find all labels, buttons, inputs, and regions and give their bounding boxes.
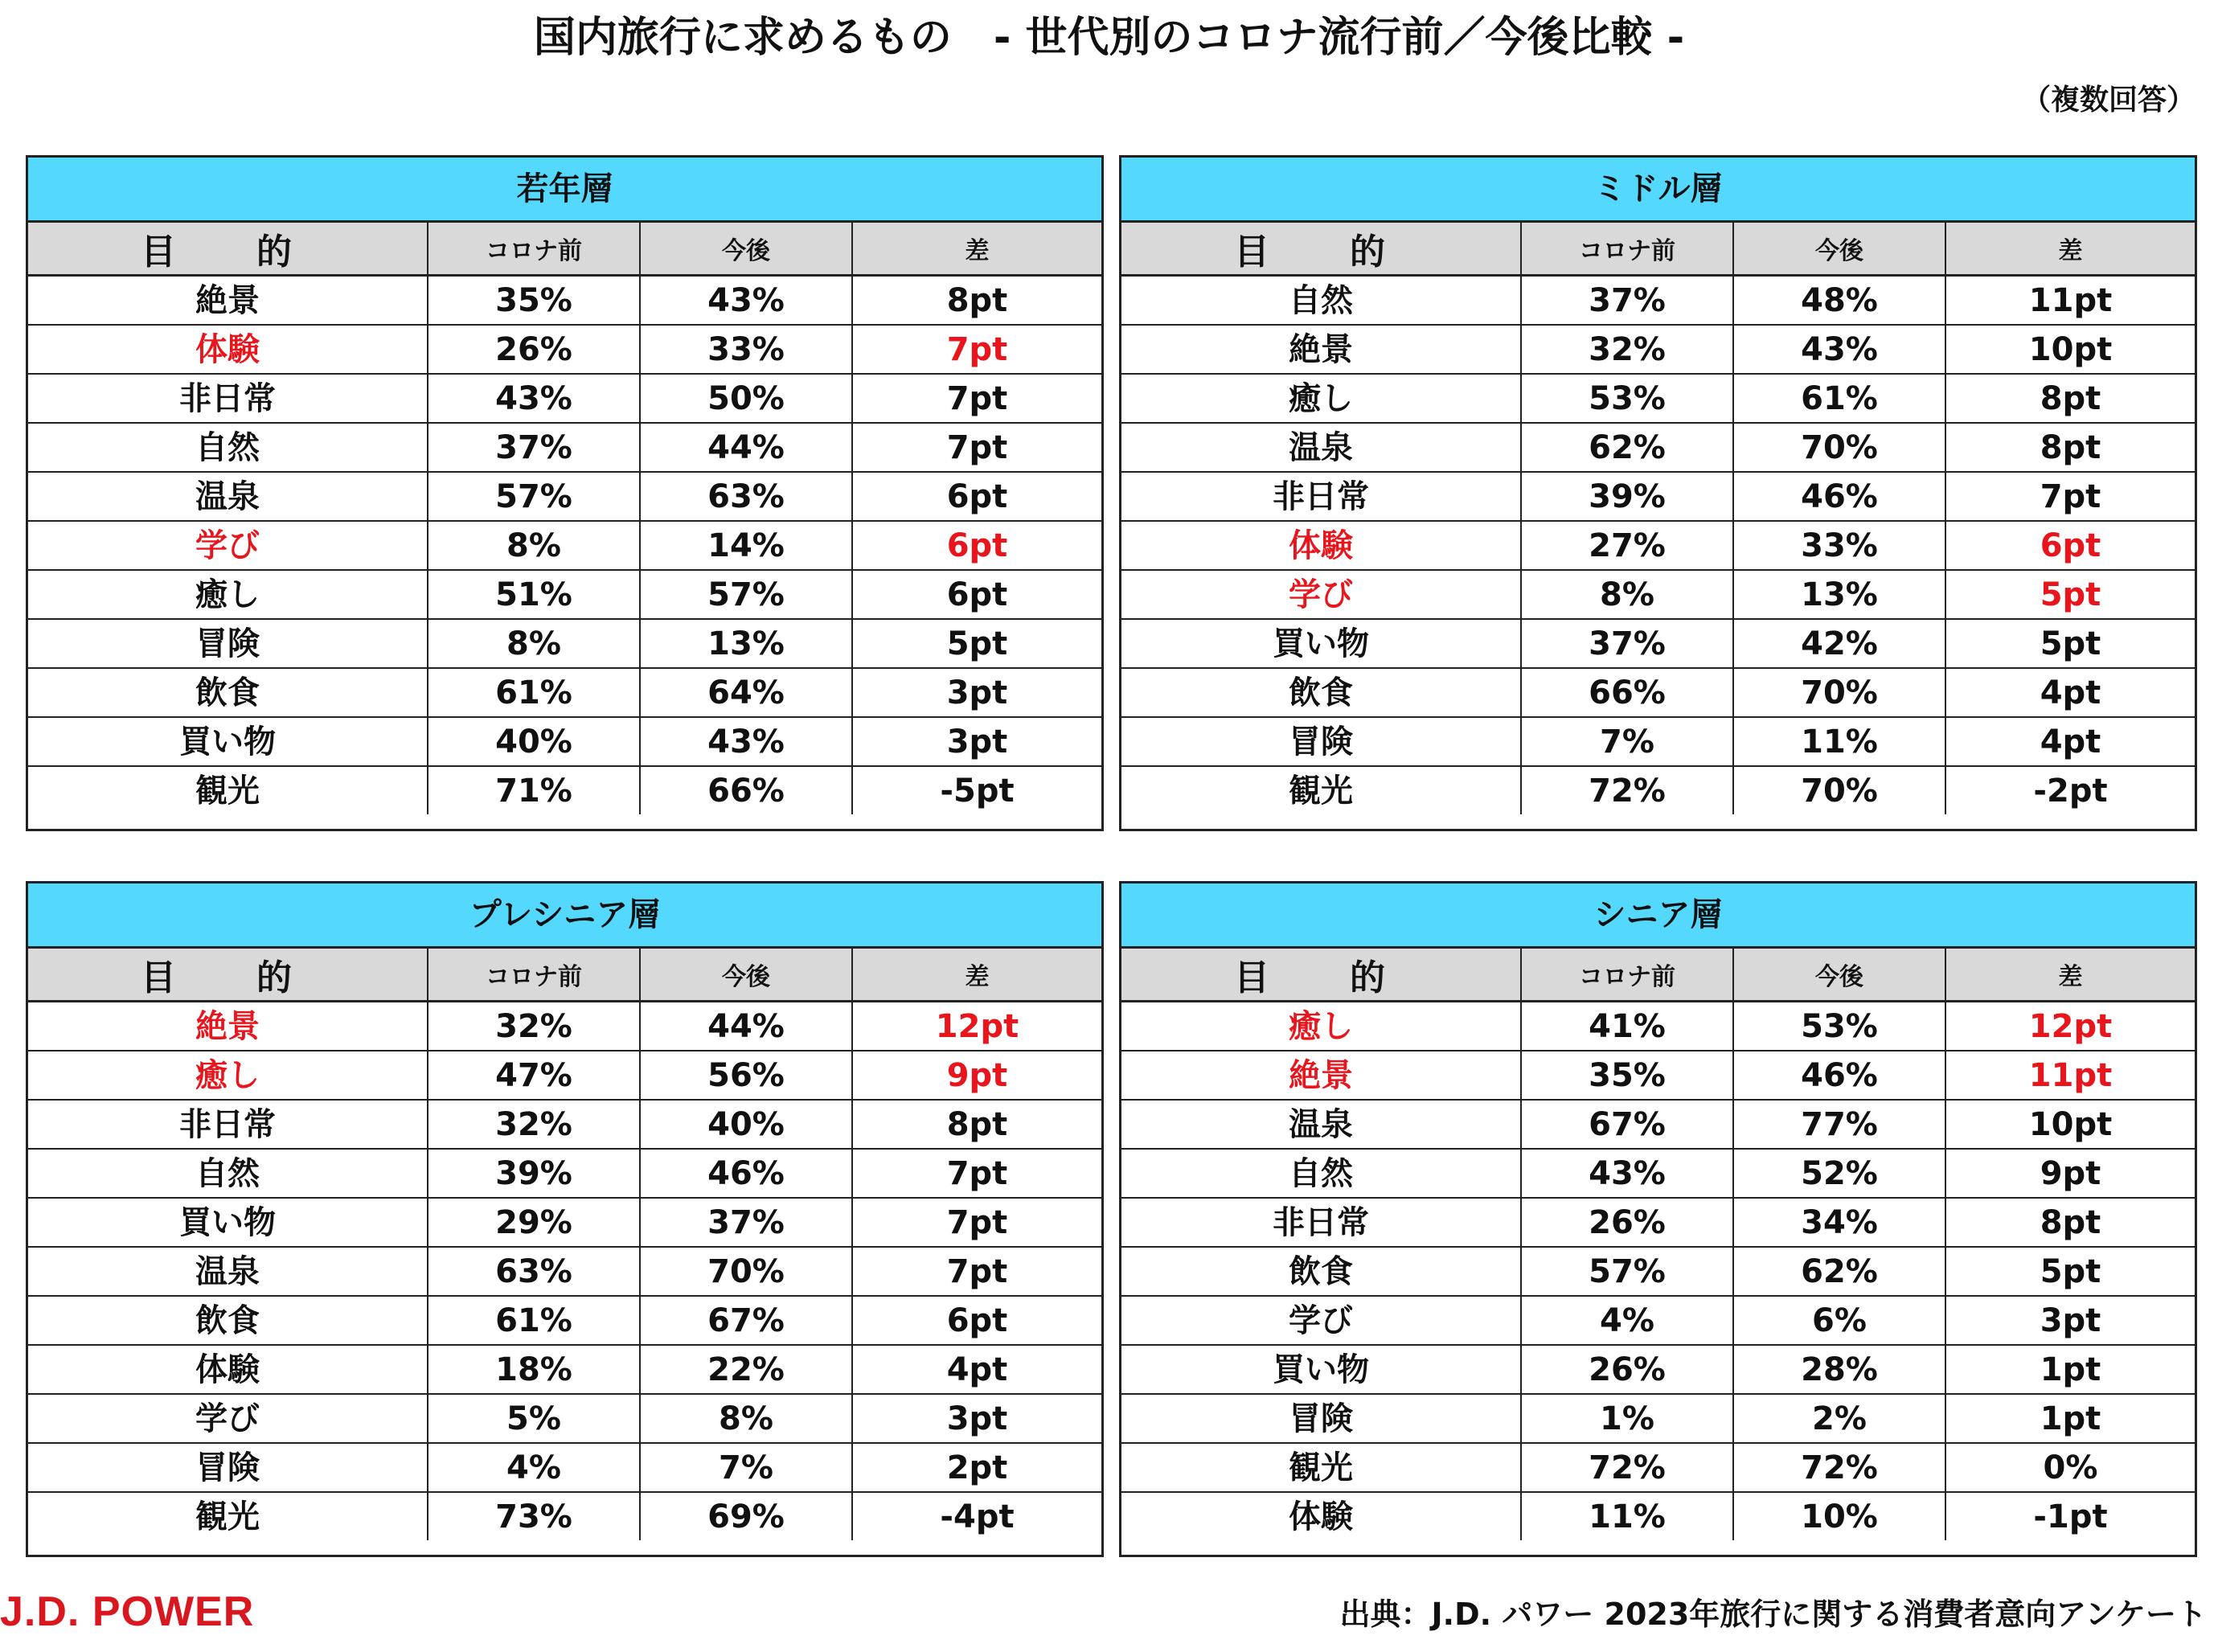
after-value-cell: 43%	[640, 276, 852, 326]
diff-value-cell: 8pt	[1945, 1198, 2195, 1247]
table-row	[28, 374, 1101, 423]
purpose-cell: 学び	[1121, 570, 1521, 619]
after-value-cell: 70%	[1733, 668, 1945, 717]
table-row	[1121, 1492, 2195, 1540]
before-value-cell: 4%	[1521, 1296, 1733, 1345]
purpose-cell: 冒険	[28, 1443, 428, 1492]
purpose-cell: 冒険	[1121, 1394, 1521, 1443]
before-value-cell: 63%	[428, 1247, 640, 1296]
after-value-cell: 48%	[1733, 276, 1945, 326]
diff-value-cell: 8pt	[852, 276, 1101, 326]
diff-value-cell: 9pt	[852, 1051, 1101, 1100]
before-value-cell: 71%	[428, 766, 640, 814]
diff-column-header: 差	[1945, 949, 2195, 1002]
source-credit: 出典：J.D. パワー 2023年旅行に関する消費者意向アンケート	[1339, 1597, 2207, 1632]
before-value-cell: 29%	[428, 1198, 640, 1247]
purpose-cell: 買い物	[1121, 1345, 1521, 1394]
diff-value-cell: 6pt	[852, 521, 1101, 570]
diff-value-cell: -2pt	[1945, 766, 2195, 814]
before-value-cell: 35%	[1521, 1051, 1733, 1100]
diff-value-cell: 7pt	[852, 374, 1101, 423]
diff-value-cell: 5pt	[1945, 1247, 2195, 1296]
diff-value-cell: 7pt	[852, 1198, 1101, 1247]
before-value-cell: 61%	[428, 668, 640, 717]
purpose-cell: 学び	[1121, 1296, 1521, 1345]
after-value-cell: 8%	[640, 1394, 852, 1443]
table-row	[1121, 1198, 2195, 1247]
after-value-cell: 70%	[1733, 423, 1945, 472]
table-row	[1121, 1296, 2195, 1345]
after-value-cell: 63%	[640, 472, 852, 521]
segment-panel-pre-senior	[26, 881, 1104, 1557]
table-row	[1121, 1443, 2195, 1492]
after-value-cell: 70%	[1733, 766, 1945, 814]
segment-table	[1121, 949, 2195, 1540]
segment-table	[28, 223, 1101, 814]
purpose-cell: 自然	[1121, 276, 1521, 326]
after-value-cell: 72%	[1733, 1443, 1945, 1492]
purpose-cell: 非日常	[28, 1100, 428, 1149]
diff-value-cell: 8pt	[1945, 374, 2195, 423]
before-value-cell: 53%	[1521, 374, 1733, 423]
after-value-cell: 46%	[1733, 1051, 1945, 1100]
diff-value-cell: 6pt	[852, 1296, 1101, 1345]
before-value-cell: 57%	[428, 472, 640, 521]
segment-table	[1121, 223, 2195, 814]
purpose-cell: 絶景	[28, 276, 428, 326]
after-value-cell: 22%	[640, 1345, 852, 1394]
purpose-cell: 学び	[28, 521, 428, 570]
diff-value-cell: 3pt	[852, 1394, 1101, 1443]
purpose-cell: 観光	[1121, 766, 1521, 814]
after-value-cell: 40%	[640, 1100, 852, 1149]
jd-power-logo: J.D. POWER	[0, 1588, 255, 1635]
table-row	[1121, 1394, 2195, 1443]
before-value-cell: 47%	[428, 1051, 640, 1100]
column-header-row	[1121, 949, 2195, 1002]
diff-value-cell: 6pt	[852, 570, 1101, 619]
diff-column-header: 差	[852, 949, 1101, 1002]
after-value-cell: 43%	[1733, 325, 1945, 374]
after-value-cell: 42%	[1733, 619, 1945, 668]
table-row	[28, 570, 1101, 619]
diff-value-cell: -1pt	[1945, 1492, 2195, 1540]
before-value-cell: 32%	[1521, 325, 1733, 374]
before-value-cell: 26%	[428, 325, 640, 374]
diff-value-cell: 9pt	[1945, 1149, 2195, 1198]
before-value-cell: 67%	[1521, 1100, 1733, 1149]
diff-value-cell: 0%	[1945, 1443, 2195, 1492]
column-header-row	[1121, 223, 2195, 276]
before-value-cell: 32%	[428, 1002, 640, 1051]
purpose-cell: 癒し	[1121, 374, 1521, 423]
before-value-cell: 73%	[428, 1492, 640, 1540]
before-value-cell: 41%	[1521, 1002, 1733, 1051]
before-column-header: コロナ前	[1521, 949, 1733, 1002]
table-row	[28, 1394, 1101, 1443]
purpose-column-header: 目 的	[1121, 223, 1521, 276]
before-value-cell: 8%	[1521, 570, 1733, 619]
segment-title: シニア層	[1121, 883, 2195, 949]
after-value-cell: 14%	[640, 521, 852, 570]
table-row	[1121, 423, 2195, 472]
purpose-cell: 観光	[1121, 1443, 1521, 1492]
diff-value-cell: 4pt	[852, 1345, 1101, 1394]
before-value-cell: 8%	[428, 619, 640, 668]
purpose-cell: 観光	[28, 766, 428, 814]
before-column-header: コロナ前	[1521, 223, 1733, 276]
diff-value-cell: 3pt	[852, 717, 1101, 766]
after-value-cell: 46%	[1733, 472, 1945, 521]
table-row	[1121, 1247, 2195, 1296]
before-value-cell: 35%	[428, 276, 640, 326]
column-header-row	[28, 949, 1101, 1002]
before-value-cell: 5%	[428, 1394, 640, 1443]
before-column-header: コロナ前	[428, 949, 640, 1002]
diff-value-cell: 3pt	[852, 668, 1101, 717]
diff-value-cell: 7pt	[1945, 472, 2195, 521]
table-row	[28, 1051, 1101, 1100]
before-value-cell: 26%	[1521, 1198, 1733, 1247]
before-value-cell: 39%	[1521, 472, 1733, 521]
after-value-cell: 13%	[1733, 570, 1945, 619]
after-value-cell: 28%	[1733, 1345, 1945, 1394]
purpose-cell: 絶景	[28, 1002, 428, 1051]
before-value-cell: 32%	[428, 1100, 640, 1149]
table-row	[1121, 325, 2195, 374]
table-row	[1121, 766, 2195, 814]
diff-value-cell: 6pt	[852, 472, 1101, 521]
purpose-cell: 温泉	[1121, 1100, 1521, 1149]
table-row	[28, 1100, 1101, 1149]
table-row	[28, 325, 1101, 374]
table-row	[28, 1198, 1101, 1247]
before-value-cell: 37%	[1521, 619, 1733, 668]
after-value-cell: 77%	[1733, 1100, 1945, 1149]
after-value-cell: 66%	[640, 766, 852, 814]
purpose-column-header: 目 的	[28, 223, 428, 276]
before-value-cell: 51%	[428, 570, 640, 619]
after-column-header: 今後	[1733, 949, 1945, 1002]
diff-value-cell: 7pt	[852, 423, 1101, 472]
after-value-cell: 34%	[1733, 1198, 1945, 1247]
purpose-cell: 自然	[28, 423, 428, 472]
table-row	[28, 1443, 1101, 1492]
diff-value-cell: 4pt	[1945, 668, 2195, 717]
diff-value-cell: 1pt	[1945, 1345, 2195, 1394]
after-column-header: 今後	[640, 223, 852, 276]
before-value-cell: 1%	[1521, 1394, 1733, 1443]
diff-value-cell: 5pt	[1945, 619, 2195, 668]
column-header-row	[28, 223, 1101, 276]
table-row	[1121, 619, 2195, 668]
after-value-cell: 67%	[640, 1296, 852, 1345]
segment-table-body	[1121, 276, 2195, 815]
before-value-cell: 66%	[1521, 668, 1733, 717]
table-row	[1121, 717, 2195, 766]
segment-panel-young	[26, 155, 1104, 831]
purpose-cell: 飲食	[1121, 668, 1521, 717]
after-column-header: 今後	[1733, 223, 1945, 276]
purpose-cell: 絶景	[1121, 325, 1521, 374]
before-value-cell: 37%	[1521, 276, 1733, 326]
diff-value-cell: 3pt	[1945, 1296, 2195, 1345]
table-row	[28, 1296, 1101, 1345]
purpose-cell: 非日常	[1121, 472, 1521, 521]
table-row	[1121, 1002, 2195, 1051]
after-value-cell: 50%	[640, 374, 852, 423]
purpose-cell: 非日常	[1121, 1198, 1521, 1247]
table-row	[28, 521, 1101, 570]
diff-value-cell: 7pt	[852, 1149, 1101, 1198]
diff-column-header: 差	[1945, 223, 2195, 276]
after-value-cell: 11%	[1733, 717, 1945, 766]
purpose-cell: 絶景	[1121, 1051, 1521, 1100]
table-row	[28, 619, 1101, 668]
diff-value-cell: 2pt	[852, 1443, 1101, 1492]
table-row	[1121, 1051, 2195, 1100]
segment-table-body	[28, 276, 1101, 815]
before-value-cell: 72%	[1521, 766, 1733, 814]
purpose-cell: 買い物	[28, 717, 428, 766]
after-value-cell: 53%	[1733, 1002, 1945, 1051]
purpose-cell: 飲食	[28, 1296, 428, 1345]
table-row	[28, 472, 1101, 521]
before-value-cell: 37%	[428, 423, 640, 472]
table-row	[1121, 1345, 2195, 1394]
table-row	[28, 766, 1101, 814]
diff-value-cell: 8pt	[1945, 423, 2195, 472]
segment-table-body	[1121, 1002, 2195, 1541]
purpose-cell: 温泉	[1121, 423, 1521, 472]
before-value-cell: 18%	[428, 1345, 640, 1394]
table-row	[1121, 521, 2195, 570]
segment-title: プレシニア層	[28, 883, 1101, 949]
purpose-cell: 体験	[28, 325, 428, 374]
purpose-cell: 癒し	[28, 1051, 428, 1100]
before-value-cell: 11%	[1521, 1492, 1733, 1540]
before-value-cell: 39%	[428, 1149, 640, 1198]
purpose-cell: 観光	[28, 1492, 428, 1540]
before-value-cell: 4%	[428, 1443, 640, 1492]
after-value-cell: 33%	[1733, 521, 1945, 570]
purpose-cell: 温泉	[28, 1247, 428, 1296]
segment-table-body	[28, 1002, 1101, 1541]
page-title: 国内旅行に求めるもの - 世代別のコロナ流行前／今後比較 -	[533, 14, 1685, 62]
purpose-cell: 癒し	[28, 570, 428, 619]
after-value-cell: 2%	[1733, 1394, 1945, 1443]
diff-value-cell: 1pt	[1945, 1394, 2195, 1443]
purpose-cell: 自然	[1121, 1149, 1521, 1198]
diff-value-cell: 5pt	[1945, 570, 2195, 619]
diff-value-cell: 12pt	[852, 1002, 1101, 1051]
purpose-cell: 非日常	[28, 374, 428, 423]
after-value-cell: 61%	[1733, 374, 1945, 423]
purpose-cell: 買い物	[1121, 619, 1521, 668]
purpose-cell: 体験	[1121, 521, 1521, 570]
before-value-cell: 62%	[1521, 423, 1733, 472]
before-value-cell: 43%	[428, 374, 640, 423]
purpose-cell: 学び	[28, 1394, 428, 1443]
table-row	[1121, 374, 2195, 423]
table-row	[28, 668, 1101, 717]
after-column-header: 今後	[640, 949, 852, 1002]
purpose-cell: 買い物	[28, 1198, 428, 1247]
table-row	[28, 423, 1101, 472]
table-row	[28, 1247, 1101, 1296]
diff-value-cell: -4pt	[852, 1492, 1101, 1540]
table-row	[1121, 472, 2195, 521]
after-value-cell: 37%	[640, 1198, 852, 1247]
purpose-cell: 冒険	[28, 619, 428, 668]
before-column-header: コロナ前	[428, 223, 640, 276]
table-row	[28, 1492, 1101, 1540]
table-row	[1121, 1149, 2195, 1198]
diff-column-header: 差	[852, 223, 1101, 276]
purpose-cell: 癒し	[1121, 1002, 1521, 1051]
diff-value-cell: 8pt	[852, 1100, 1101, 1149]
purpose-cell: 体験	[1121, 1492, 1521, 1540]
segment-title: 若年層	[28, 158, 1101, 223]
purpose-cell: 冒険	[1121, 717, 1521, 766]
segment-title: ミドル層	[1121, 158, 2195, 223]
before-value-cell: 72%	[1521, 1443, 1733, 1492]
table-row	[1121, 570, 2195, 619]
purpose-column-header: 目 的	[28, 949, 428, 1002]
after-value-cell: 57%	[640, 570, 852, 619]
diff-value-cell: 10pt	[1945, 325, 2195, 374]
diff-value-cell: 11pt	[1945, 276, 2195, 326]
after-value-cell: 13%	[640, 619, 852, 668]
table-row	[28, 1149, 1101, 1198]
before-value-cell: 43%	[1521, 1149, 1733, 1198]
after-value-cell: 46%	[640, 1149, 852, 1198]
diff-value-cell: 4pt	[1945, 717, 2195, 766]
table-row	[28, 717, 1101, 766]
after-value-cell: 56%	[640, 1051, 852, 1100]
before-value-cell: 27%	[1521, 521, 1733, 570]
after-value-cell: 7%	[640, 1443, 852, 1492]
after-value-cell: 44%	[640, 423, 852, 472]
table-row	[1121, 668, 2195, 717]
before-value-cell: 26%	[1521, 1345, 1733, 1394]
segment-panel-senior	[1119, 881, 2197, 1557]
before-value-cell: 61%	[428, 1296, 640, 1345]
diff-value-cell: 12pt	[1945, 1002, 2195, 1051]
segment-panel-middle	[1119, 155, 2197, 831]
table-row	[28, 276, 1101, 326]
purpose-cell: 飲食	[28, 668, 428, 717]
table-row	[1121, 1100, 2195, 1149]
after-value-cell: 6%	[1733, 1296, 1945, 1345]
diff-value-cell: 5pt	[852, 619, 1101, 668]
after-value-cell: 64%	[640, 668, 852, 717]
after-value-cell: 70%	[640, 1247, 852, 1296]
purpose-column-header: 目 的	[1121, 949, 1521, 1002]
after-value-cell: 69%	[640, 1492, 852, 1540]
multiple-answer-note: （複数回答）	[2021, 84, 2195, 117]
after-value-cell: 52%	[1733, 1149, 1945, 1198]
table-row	[1121, 276, 2195, 326]
before-value-cell: 8%	[428, 521, 640, 570]
before-value-cell: 7%	[1521, 717, 1733, 766]
before-value-cell: 57%	[1521, 1247, 1733, 1296]
diff-value-cell: 6pt	[1945, 521, 2195, 570]
diff-value-cell: 11pt	[1945, 1051, 2195, 1100]
diff-value-cell: 10pt	[1945, 1100, 2195, 1149]
diff-value-cell: 7pt	[852, 325, 1101, 374]
after-value-cell: 62%	[1733, 1247, 1945, 1296]
segment-table	[28, 949, 1101, 1540]
table-row	[28, 1002, 1101, 1051]
after-value-cell: 44%	[640, 1002, 852, 1051]
after-value-cell: 10%	[1733, 1492, 1945, 1540]
diff-value-cell: -5pt	[852, 766, 1101, 814]
after-value-cell: 43%	[640, 717, 852, 766]
diff-value-cell: 7pt	[852, 1247, 1101, 1296]
table-row	[28, 1345, 1101, 1394]
purpose-cell: 温泉	[28, 472, 428, 521]
purpose-cell: 飲食	[1121, 1247, 1521, 1296]
after-value-cell: 33%	[640, 325, 852, 374]
purpose-cell: 自然	[28, 1149, 428, 1198]
before-value-cell: 40%	[428, 717, 640, 766]
purpose-cell: 体験	[28, 1345, 428, 1394]
